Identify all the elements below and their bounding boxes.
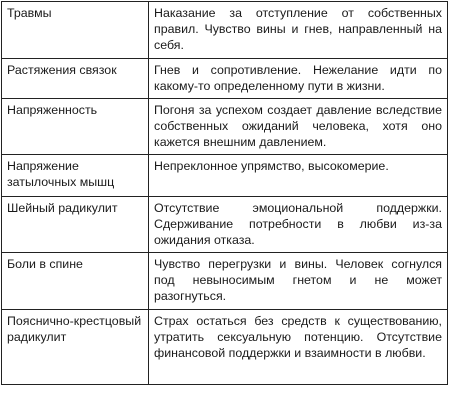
description-text: Отсутствие эмоциональной поддержки. Сдерживание потребности в любви из-за ожидания отказа. <box>154 201 442 247</box>
description-cell <box>149 310 448 385</box>
term-cell <box>2 155 149 197</box>
term-cell <box>2 310 149 385</box>
table-row <box>2 2 448 59</box>
term-text: Растяжения связок <box>7 63 117 77</box>
table-row <box>2 99 448 155</box>
term-text: Шейный радикулит <box>7 201 118 215</box>
description-text: Непреклонное упрямство, высокомерие. <box>154 159 389 173</box>
table-row <box>2 197 448 253</box>
term-cell <box>2 99 149 155</box>
term-text: Напряженность <box>7 103 98 117</box>
description-text: Страх остаться без средств к существованию, утратить сексуальную потенцию. Отсутствие финансовой поддержки и взаимности в любви. <box>154 314 442 360</box>
term-cell <box>2 59 149 99</box>
description-cell <box>149 197 448 253</box>
description-text: Гнев и сопротивление. Нежелание идти по какому-то определенному пути в жизни. <box>154 63 442 93</box>
description-cell <box>149 155 448 197</box>
table-row <box>2 155 448 197</box>
description-text: Погоня за успехом создает давление вследствие собственных ожиданий человека, хотя оно кажется внешним давлением. <box>154 103 442 149</box>
term-text: Травмы <box>7 6 52 20</box>
term-text: Напряжение затылочных мышц <box>7 159 115 189</box>
description-cell <box>149 253 448 310</box>
table-row <box>2 310 448 385</box>
table-row <box>2 59 448 99</box>
term-text: Пояснично-крестцовый радикулит <box>7 314 142 344</box>
table-row <box>2 253 448 310</box>
description-cell <box>149 2 448 59</box>
term-cell <box>2 2 149 59</box>
description-text: Наказание за отступление от собственных правил. Чувство вины и гнев, направленный на себя. <box>154 6 442 52</box>
term-cell <box>2 197 149 253</box>
term-text: Боли в спине <box>7 257 83 271</box>
term-cell <box>2 253 149 310</box>
description-cell <box>149 99 448 155</box>
description-text: Чувство перегрузки и вины. Человек согнулся под невыносимым гнетом и не может разогнуться. <box>154 257 442 303</box>
symptom-table <box>1 1 448 385</box>
description-cell <box>149 59 448 99</box>
